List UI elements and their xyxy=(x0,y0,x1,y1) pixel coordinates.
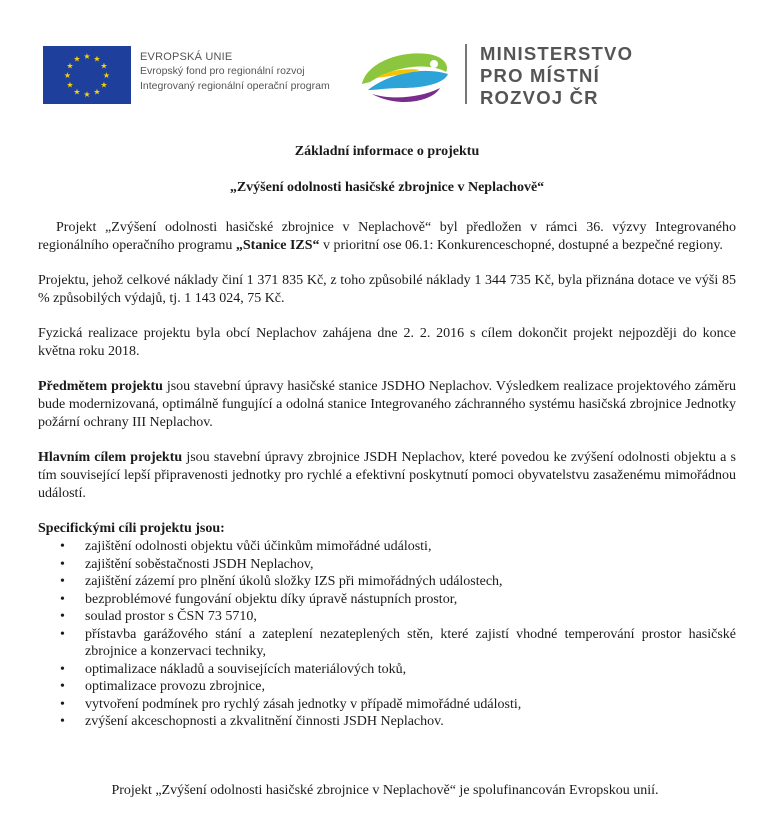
svg-text:★: ★ xyxy=(66,61,74,71)
eu-flag-logo xyxy=(43,46,131,104)
paragraph-subject: Předmětem projektu jsou stavební úpravy hasičské stanice JSDHO Neplachov. Výsledkem realizace projektového záměru bude modernizovaná, optimálně fungující a odolná stanice Integrovaného záchranného systému hasičská zbrojnice Jednotky požární ochrany III Neplachov. xyxy=(38,379,736,430)
footer-note: Projekt „Zvýšení odolnosti hasičské zbrojnice v Neplachově“ je spolufinancován Evropskou unií. xyxy=(111,783,659,798)
svg-text:★: ★ xyxy=(83,90,91,99)
paragraph-costs: Projektu, jehož celkové náklady činí 1 371 835 Kč, z toho způsobilé náklady 1 344 735 Kč, byla přiznána dotace ve výši 85 % způsobilých výdajů, tj. 1 143 024, 75 Kč. xyxy=(38,273,736,306)
list-item: • přístavba garážového stání a zateplení nezateplených stěn, které zajistí vhodné temperování prostor hasičské zbrojnice a konzervaci techniky, xyxy=(38,626,736,661)
paragraph-realization: Fyzická realizace projektu byla obcí Neplachov zahájena dne 2. 2. 2016 s cílem dokončit projekt nejpozději do konce května roku 2018. xyxy=(38,326,736,359)
svg-text:★: ★ xyxy=(66,80,74,90)
eu-program: Integrovaný regionální operační program xyxy=(140,80,330,92)
document-body xyxy=(38,143,736,731)
svg-text:★: ★ xyxy=(73,87,81,97)
list-item: • vytvoření podmínek pro rychlý zásah jednotky v případě mimořádné události, xyxy=(38,696,736,714)
svg-text:★: ★ xyxy=(100,80,108,90)
list-item: • zajištění zázemí pro plnění úkolů složky IZS při mimořádných událostech, xyxy=(38,573,736,591)
ministry-line-1: MINISTERSTVO xyxy=(480,43,634,64)
svg-text:★: ★ xyxy=(102,71,111,80)
paragraph-main-goal: Hlavním cílem projektu jsou stavební úpravy zbrojnice JSDH Neplachov, které povedou ke zvýšení odolnosti objektu a s tím související lepší připravenosti jednotky pro rychlé a efektivní poskytnutí pomoci obyvatelstvu zasaženému mimořádnou událostí. xyxy=(38,450,736,501)
ministry-line-3: ROZVOJ ČR xyxy=(480,87,599,108)
list-item: • optimalizace provozu zbrojnice, xyxy=(38,678,736,696)
goals-list xyxy=(38,538,736,731)
svg-text:★: ★ xyxy=(93,87,101,97)
list-item: • optimalizace nákladů a souvisejících materiálových toků, xyxy=(38,661,736,679)
page-header xyxy=(0,0,770,120)
svg-text:★: ★ xyxy=(100,61,108,71)
list-item: • zvýšení akceschopnosti a zkvalitnění činnosti JSDH Neplachov. xyxy=(38,713,736,731)
svg-text:★: ★ xyxy=(63,71,72,80)
ministry-emblem-icon xyxy=(358,44,458,108)
paragraph-intro: Projekt „Zvýšení odolnosti hasičské zbrojnice v Neplachově“ byl předložen v rámci 36. výzvy Integrovaného regionálního operačního programu „Stanice IZS“ v prioritní ose 06.1: Konkurenceschopné, dostupné a bezpečné regiony. xyxy=(38,220,736,253)
svg-text:★: ★ xyxy=(93,54,101,64)
list-item: • soulad prostor s ČSN 73 5710, xyxy=(38,608,736,626)
document-title: Základní informace o projektu xyxy=(294,144,480,159)
svg-text:★: ★ xyxy=(73,54,81,64)
list-item: • zajištění soběstačnosti JSDH Neplachov, xyxy=(38,556,736,574)
project-name: „Zvýšení odolnosti hasičské zbrojnice v Neplachově“ xyxy=(229,180,545,195)
svg-text:★: ★ xyxy=(83,52,91,61)
list-item: • zajištění odolnosti objektu vůči účinkům mimořádné události, xyxy=(38,538,736,556)
ministry-line-2: PRO MÍSTNÍ xyxy=(480,65,600,86)
eu-fund: Evropský fond pro regionální rozvoj xyxy=(140,65,305,77)
ministry-name xyxy=(480,43,633,109)
eu-stars-icon xyxy=(43,46,131,104)
goals-heading: Specifickými cíli projektu jsou: xyxy=(38,521,225,536)
logo-divider xyxy=(465,44,467,104)
eu-name: EVROPSKÁ UNIE xyxy=(140,51,233,63)
list-item: • bezproblémové fungování objektu díky úpravě nástupních prostor, xyxy=(38,591,736,609)
eu-program-text xyxy=(140,50,330,94)
